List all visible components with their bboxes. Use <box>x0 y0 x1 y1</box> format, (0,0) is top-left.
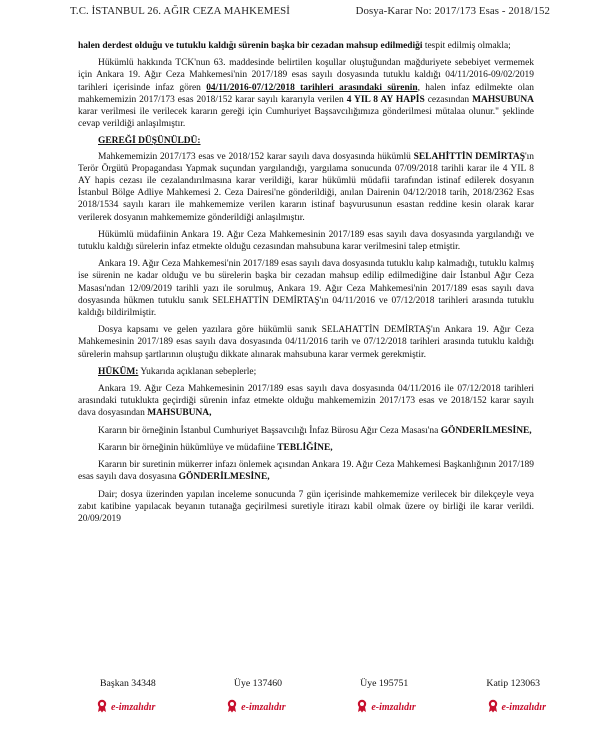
signature-row <box>100 678 540 689</box>
ribbon-seal-icon <box>96 699 108 716</box>
e-signature-stamp <box>226 699 285 716</box>
case-number: Dosya-Karar No: 2017/173 Esas - 2018/152 <box>355 5 550 17</box>
e-signature-stamps <box>96 699 546 716</box>
p10-gonderilmesine: GÖNDERİLMESİNE, <box>440 425 532 436</box>
ribbon-seal-icon <box>356 699 368 716</box>
p6-text: Ankara 19. Ağır Ceza Mahkemesi'nin 2017/189 esas sayılı dava dosyasında tutuklu kalıp kalmadığı, tutuklu kalmış ise sürenin ne kadar olduğu ve bu sürelerin başka bir cezadan mahsup edilip edilmediğine dair İstanbul Ağır Ceza Masası'ndan 12/09/2019 tarihli yazı ile sorulmuş, Ankara 19. Ağır Ceza Mahkemesi'nin 2017/189 esas sayılı dava dosyasında hükmen tutuklu sanık SELEHATTİN DEMİRTAŞ'ın 04/11/2016 ve 07/12/2018 tarihleri arasında tutuklu kaldığı bildirilmiştir. <box>78 259 534 319</box>
p9-mahsubuna: MAHSUBUNA, <box>147 408 212 419</box>
p2-sentence: 4 YIL 8 AY HAPİS <box>346 94 425 105</box>
paragraph-case-history <box>78 151 534 224</box>
signature-clerk: Katip 123063 <box>486 678 540 689</box>
paragraph-assessment <box>78 324 534 361</box>
court-name: T.C. İSTANBUL 26. AĞIR CEZA MAHKEMESİ <box>70 5 290 17</box>
p12-text: Kararın bir suretinin mükerrer infazı önlemek açısından Ankara 19. Ağır Ceza Mahkemesi Başkanlığının 2017/189 esas sayılı dava dosyasına <box>78 460 534 483</box>
p5-text: Hükümlü müdafiinin Ankara 19. Ağır Ceza Mahkemesinin 2017/189 esas sayılı dava dosyasında yargılandığı ve tutuklu kaldığı sürelerin infaz etmekte olduğu cezasından mahsubuna karar verilmesini talep etmiştir. <box>78 229 534 253</box>
p10-text: Kararın bir örneğinin İstanbul Cumhuriyet Başsavcılığı İnfaz Bürosu Ağır Ceza Masası'na <box>98 425 441 436</box>
p11-tebligine: TEBLİĞİNE, <box>277 442 333 453</box>
p2-text-1: Hükümlü hakkında TCK'nun 63. maddesinde belirtilen koşullar oluştuğundan mağduriyete sebebiyet vermemek için Ankara 19. Ağır Ceza Mahkemesi'nin 2017/189 esas sayılı dosyasında tutuklu kaldığı 04/11/2016-09/02/2019 tarihleri içerisinde infaz gören <box>78 58 534 93</box>
p2-date-range: 04/11/2016-07/12/2018 tarihleri arasındaki sürenin <box>206 82 418 93</box>
signature-member-2: Üye 195751 <box>360 678 409 689</box>
p2-text-2: , halen infaz edilmekte olan mahkememizin 2017/173 esas 2018/152 karar sayılı kararıyla verilen <box>78 82 535 105</box>
e-signature-stamp <box>96 699 155 716</box>
paragraph-prosecutor-opinion <box>78 57 534 130</box>
paragraph-1 <box>78 40 534 52</box>
paragraph-appeal-notice <box>78 489 534 526</box>
ribbon-seal-icon <box>487 699 499 716</box>
p1-text: tespit edilmiş olmakla; <box>422 41 511 51</box>
e-signature-label: e-imzalıdır <box>501 702 546 713</box>
signature-member-1: Üye 137460 <box>233 678 283 689</box>
paragraph-ruling-mahsup <box>78 383 534 420</box>
paragraph-ruling-send <box>78 425 534 437</box>
p9-text: Ankara 19. Ağır Ceza Mahkemesinin 2017/189 esas sayılı dava dosyasında 04/11/2016 ile 07/12/2018 tarihleri arasındaki tutuklukta geçirdiği sürenin infaz etmekte olduğu mahkememizin 2017/173 esas ve 2018/152 karar sayılı dava dosyasından <box>78 384 534 419</box>
p12-gonderilmesine: GÖNDERİLMESİNE, <box>178 472 270 483</box>
p1-bold: halen derdest olduğu ve tutuklu kaldığı sürenin başka bir cezadan mahsup edilmediği <box>78 41 423 51</box>
page-header <box>70 5 550 17</box>
heading-hukum: HÜKÜM: <box>98 366 139 377</box>
e-signature-stamp <box>487 699 546 716</box>
p8-text: Yukarıda açıklanan sebeplerle; <box>138 366 257 377</box>
e-signature-stamp <box>356 699 415 716</box>
section-heading-geregi <box>78 135 534 147</box>
p7-text: Dosya kapsamı ve gelen yazılara göre hükümlü sanık SELAHATTİN DEMİRTAŞ'ın Ankara 19. Ağır Ceza Mahkemesinin 2017/189 esas sayılı dava dosyasında 04/11/2016 tarih ve 07/12/2018 tarihleri arasında tutuklu kaldığı sürelerin mahsup şartlarının oluştuğu dikkate alınarak mahsubuna karar vermek gerekmiştir. <box>78 325 534 360</box>
paragraph-counsel-request <box>78 229 534 253</box>
decision-body <box>78 40 534 530</box>
ribbon-seal-icon <box>226 699 238 716</box>
paragraph-hukum <box>78 366 534 378</box>
paragraph-ruling-copy <box>78 459 534 483</box>
heading-geregi-dusunuldu: GEREĞİ DÜŞÜNÜLDÜ: <box>98 136 201 147</box>
signature-president: Başkan 34348 <box>100 678 156 689</box>
p2-text-4: karar verilmesi ile verilecek kararın gereği için Cumhuriyet Başsavcılığımıza gönderilmesi mütalaa olunur." şeklinde cevap verildiği anlaşılmıştır. <box>78 107 534 130</box>
p4-defendant-name: SELAHİTTİN DEMİRTAŞ <box>413 151 525 162</box>
paragraph-inquiry <box>78 258 534 319</box>
e-signature-label: e-imzalıdır <box>111 702 156 713</box>
e-signature-label: e-imzalıdır <box>371 702 416 713</box>
p2-mahsup: MAHSUBUNA <box>472 94 534 105</box>
paragraph-ruling-notify <box>78 442 534 454</box>
e-signature-label: e-imzalıdır <box>241 702 286 713</box>
p13-text: Dair; dosya üzerinden yapılan inceleme sonucunda 7 gün içerisinde mahkememize verilecek bir dilekçeyle veya zabıt katibine yapılacak beyanın tutanağa geçirilmesi suretiyle itirazı kabil olmak üzere oy birliği ile karar verildi. 20/09/2019 <box>78 489 534 524</box>
p4-text-2: 'ın Terör Örgütü Propagandası Yapmak suçundan yargılandığı, yargılama sonucunda 07/09/2018 tarihli karar ile 4 YIL 8 AY hapis cezası ile cezalandırılmasına karar verildiği, karar hükümlü müdafii tarafından istinaf edilerek dosyanın İstanbul Bölge Adliye Mahkemesi 2. Ceza Dairesi'ne gönderildiği, anılan Dairenin 04/12/2018 tarih, 2018/2362 Esas 2018/1534 sayılı kararı ile mahkememize verilen kararın istinaf başvurusunun esastan reddine kesin olarak karar verilerek dosyanın mahkememize gönderildiği anlaşılmıştır. <box>78 151 534 223</box>
p4-text-1: Mahkememizin 2017/173 esas ve 2018/152 karar sayılı dava dosyasında hükümlü <box>98 151 414 162</box>
p2-text-3: cezasından <box>424 94 473 105</box>
p11-text: Kararın bir örneğinin hükümlüye ve müdafiine <box>98 442 278 453</box>
